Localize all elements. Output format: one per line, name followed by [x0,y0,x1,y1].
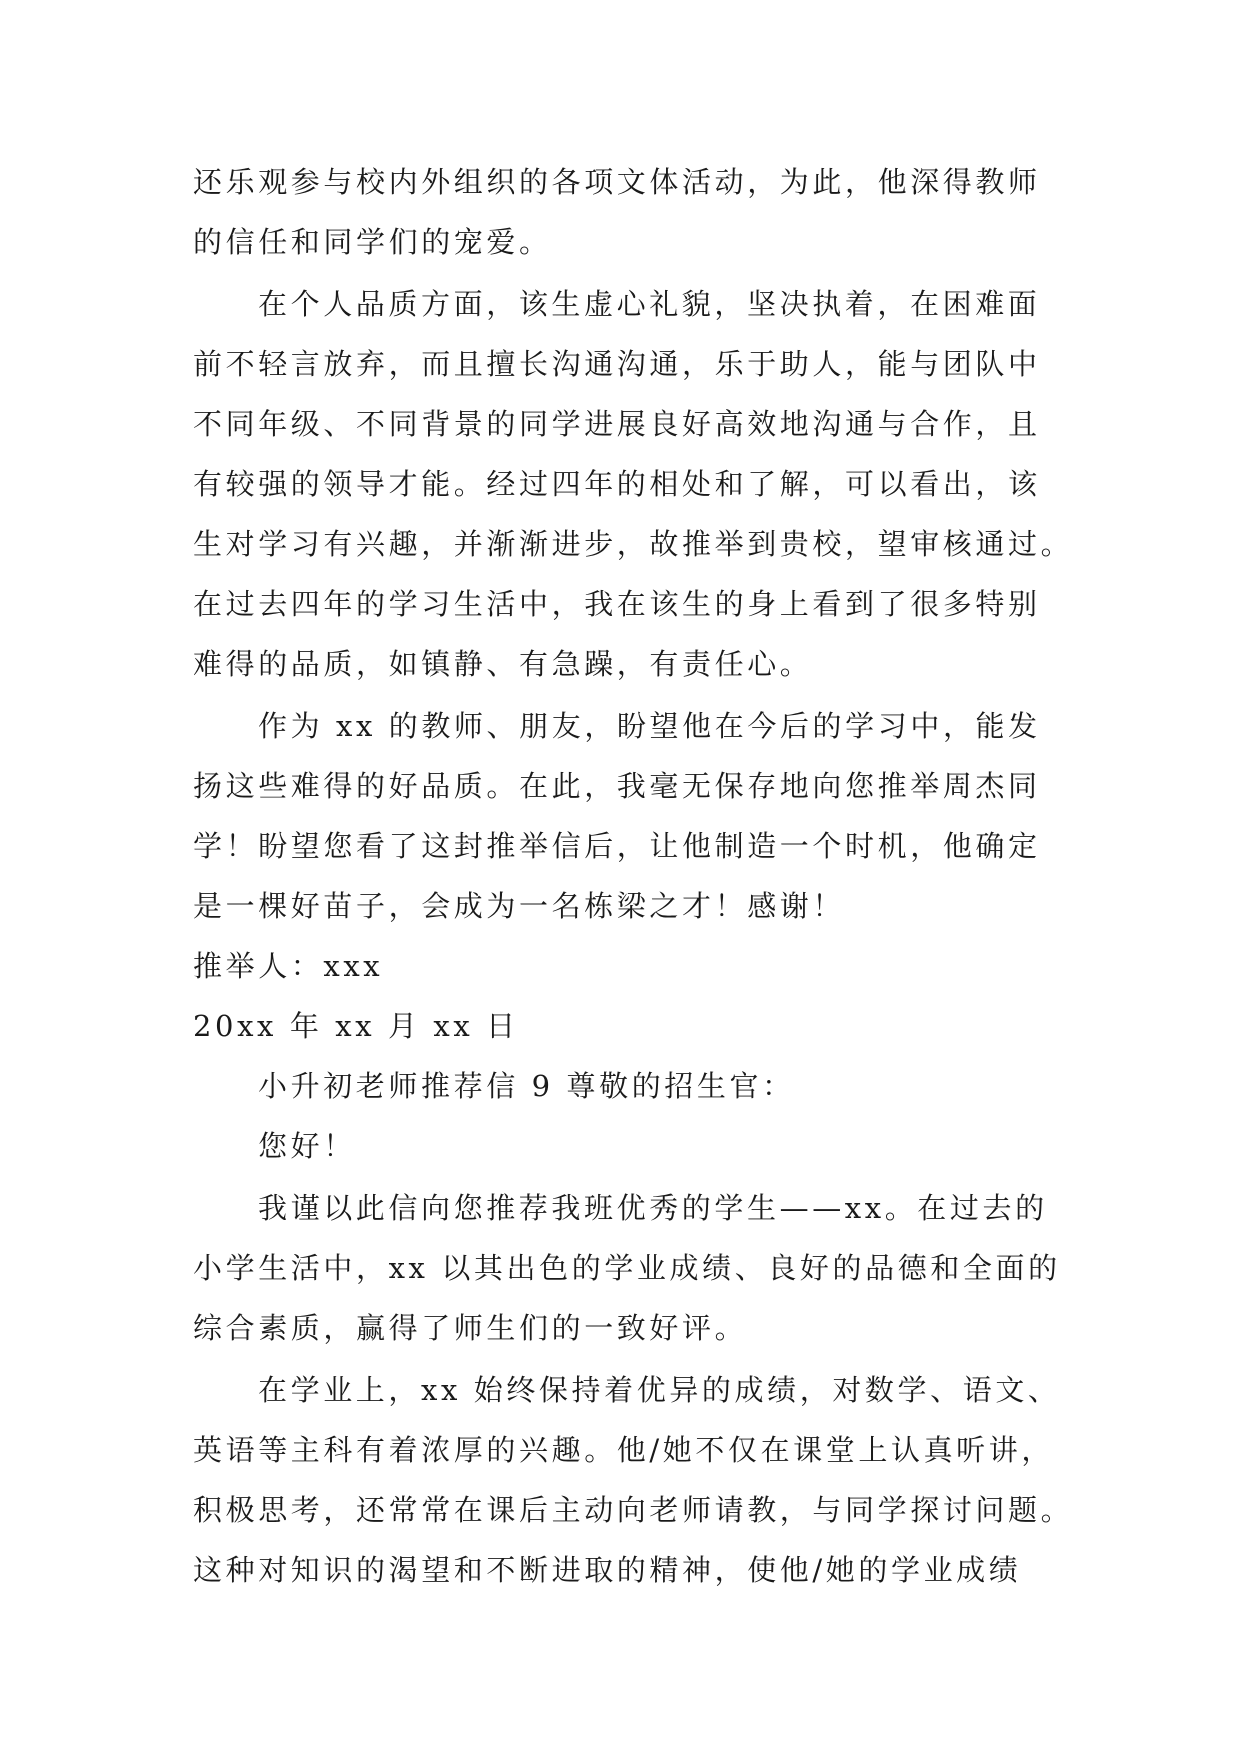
section-heading: 小升初老师推荐信 9 尊敬的招生官： [258,1069,795,1103]
text-line: 有较强的领导才能。经过四年的相处和了解，可以看出，该 [193,467,1041,501]
text-line: 不同年级、不同背景的同学进展良好高效地沟通与合作，且 [193,407,1041,441]
text-line: 生对学习有兴趣，并渐渐进步，故推举到贵校，望审核通过。 [193,527,1074,561]
text-line: 的信任和同学们的宠爱。 [193,225,552,259]
text-line: 综合素质，赢得了师生们的一致好评。 [193,1311,748,1345]
text-line: 这种对知识的渴望和不断进取的精神，使他/她的学业成绩 [193,1553,1022,1587]
text-line: 难得的品质，如镇静、有急躁，有责任心。 [193,647,813,681]
text-line: 小学生活中，xx 以其出色的学业成绩、良好的品德和全面的 [193,1251,1061,1285]
text-line: 学！盼望您看了这封推举信后，让他制造一个时机，他确定 [193,829,1041,863]
paragraph-start-line: 我谨以此信向您推荐我班优秀的学生——xx。在过去的 [258,1191,1048,1225]
greeting: 您好！ [258,1129,356,1163]
text-line: 积极思考，还常常在课后主动向老师请教，与同学探讨问题。 [193,1493,1074,1527]
paragraph-start-line: 在个人品质方面，该生虚心礼貌，坚决执着，在困难面 [258,287,1041,321]
text-line: 前不轻言放弃，而且擅长沟通沟通，乐于助人，能与团队中 [193,347,1041,381]
text-line: 在过去四年的学习生活中，我在该生的身上看到了很多特别 [193,587,1041,621]
text-line: 扬这些难得的好品质。在此，我毫无保存地向您推举周杰同 [193,769,1041,803]
text-line: 是一棵好苗子，会成为一名栋梁之才！感谢！ [193,889,846,923]
paragraph-start-line: 作为 xx 的教师、朋友，盼望他在今后的学习中，能发 [258,709,1041,743]
recommender-signature: 推举人：xxx [193,949,384,983]
text-line: 还乐观参与校内外组织的各项文体活动，为此，他深得教师 [193,165,1041,199]
paragraph-start-line: 在学业上，xx 始终保持着优异的成绩，对数学、语文、 [258,1373,1061,1407]
text-line: 英语等主科有着浓厚的兴趣。他/她不仅在课堂上认真听讲， [193,1433,1054,1467]
signature-date: 20xx 年 xx 月 xx 日 [193,1009,519,1043]
